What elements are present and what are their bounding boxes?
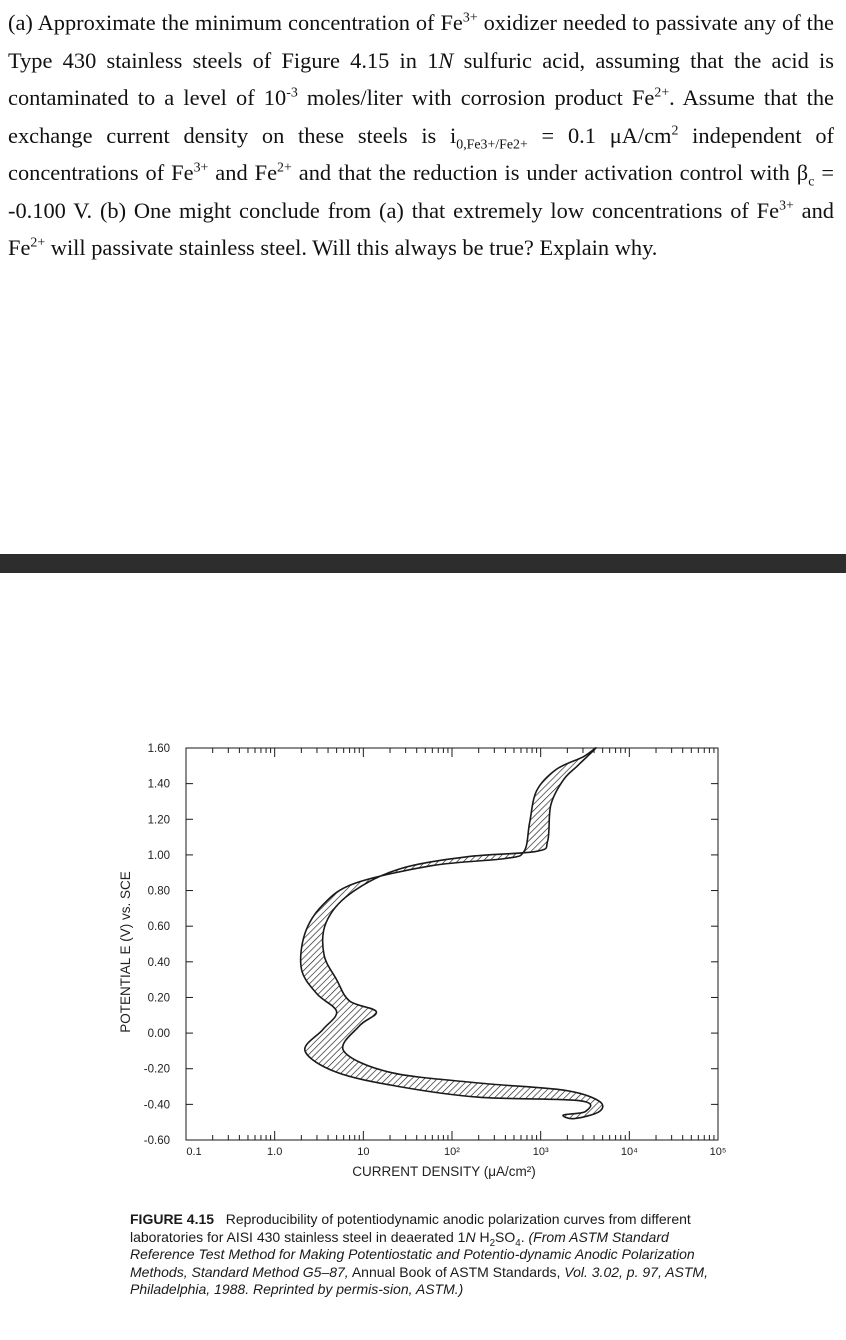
x-tick-label: 10⁵ [709,1146,727,1158]
y-tick-label: 0.80 [147,885,170,898]
x-tick-label: 1.0 [267,1146,283,1158]
x-tick-label: 10³ [532,1146,549,1158]
x-tick-labels [186,1146,726,1158]
y-tick-label: 1.20 [147,814,170,827]
y-tick-label: 0.40 [147,956,170,969]
y-tick-label: 0.60 [147,921,170,934]
y-tick-label: 1.60 [147,743,170,755]
y-tick-label: -0.40 [143,1099,170,1112]
x-tick-label: 0.1 [186,1146,202,1158]
y-tick-label: -0.60 [143,1135,170,1147]
y-axis-label: POTENTIAL E (V) vs. SCE [118,871,133,1033]
x-axis-label: CURRENT DENSITY (μA/cm²) [352,1164,536,1179]
data-band [301,748,603,1119]
polarization-chart [0,720,846,1190]
x-tick-label: 10² [444,1146,460,1158]
figure-caption: FIGURE 4.15 Reproducibility of potentiodynamic anodic polarization curves from different laboratories for AISI 430 stainless steel in deaerated 1N $H_2SO_4$. (From ASTM Standard Reference Test Method for Making Potentiostatic and Potentio-dynamic Anodic Polarization Methods, Standard Method G5–87, Annual Book of ASTM Standards, Vol. 3.02, p. 97, ASTM, Philadelphia, 1988. Reprinted by permis-sion, ASTM.) [130,1211,708,1298]
y-tick-label: 1.40 [147,778,170,791]
y-tick-label: 0.00 [147,1028,170,1041]
y-tick-labels [144,743,170,1147]
y-tick-label: 0.20 [147,992,170,1005]
x-tick-label: 10⁴ [620,1146,638,1158]
problem-statement: (a) Approximate the minimum concentration of $Fe^{3+}$ oxidizer needed to passivate any of the Type 430 stainless steels of Figure 4.15 in 1N sulfuric acid, assuming that the acid is contaminated to a level of $10^{-3}$ moles/liter with corrosion product $Fe^{2+}$. Assume that the exchange current density on these steels is $i_{0,Fe3+/Fe2+} = 0.1$ $\mu A/cm^2$ independent of concentrations of $Fe^{3+}$ and $Fe^{2+}$ and that the reduction is under activation control with $\beta_c = -0.100$ V. (b) One might conclude from (a) that extremely low concentrations of $Fe^{3+}$ and $Fe^{2+}$ will passivate stainless steel. Will this always be true? Explain why. [8,10,834,260]
y-tick-label: 1.00 [147,849,170,862]
y-tick-label: -0.20 [143,1063,170,1076]
section-divider [0,554,846,573]
x-tick-label: 10 [357,1146,370,1158]
